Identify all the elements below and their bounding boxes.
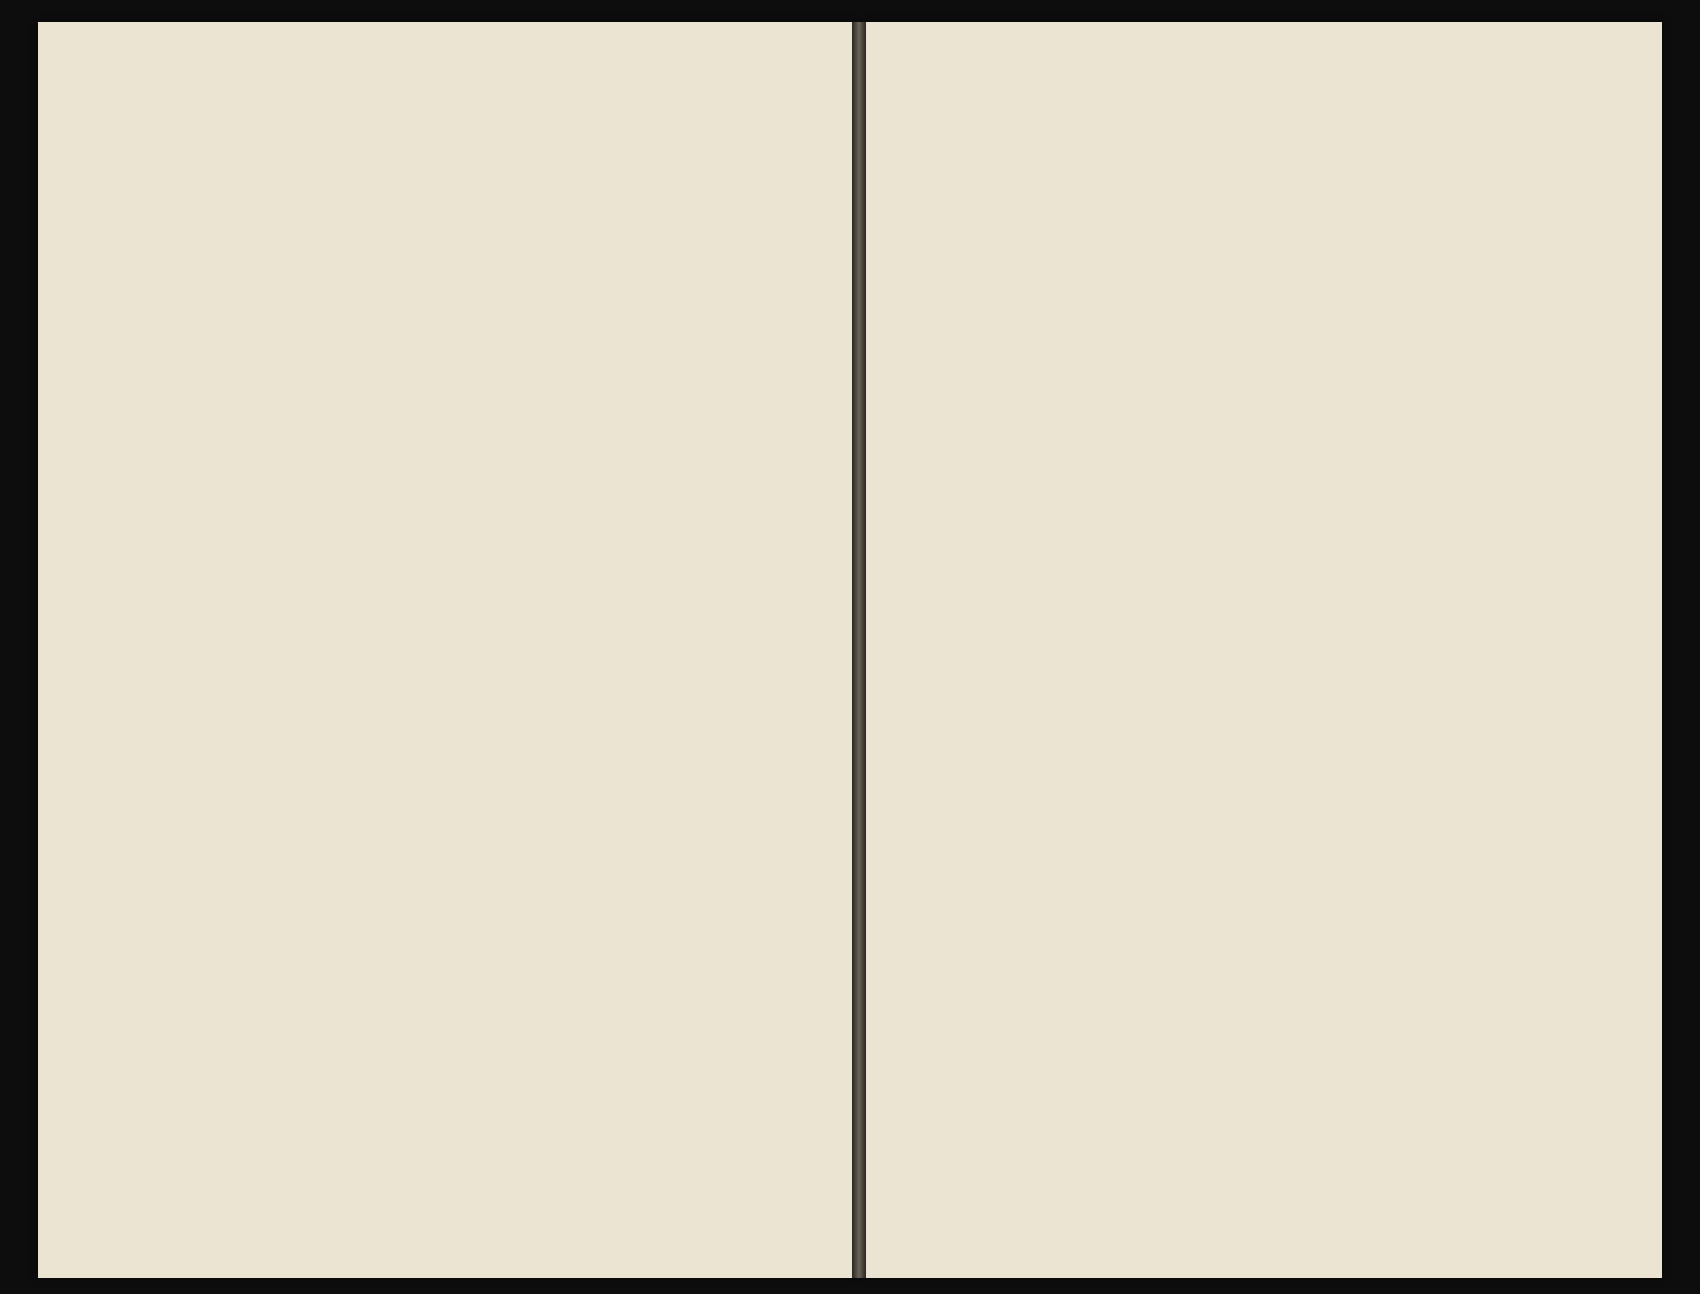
right-page [862, 22, 1662, 1278]
book-gutter [852, 22, 866, 1278]
left-page [38, 22, 856, 1278]
